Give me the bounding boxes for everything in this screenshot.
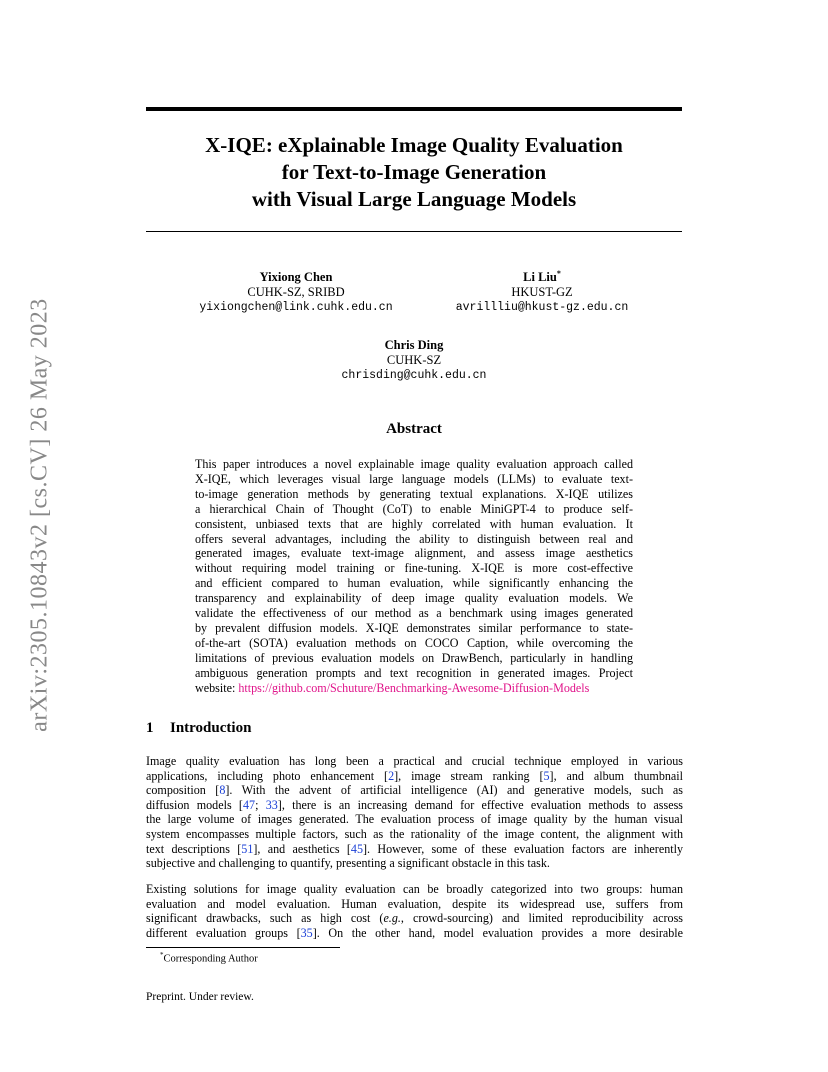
title-line-3: with Visual Large Language Models [251, 187, 577, 211]
paragraph-line [146, 856, 683, 871]
abstract-line: offers several advantages, including the ability to distinguish between real and [195, 531, 633, 546]
title-line-1: X-IQE: eXplainable Image Quality Evaluation [205, 133, 623, 157]
abstract-line: X-IQE, which leverages visual large language models (LLMs) to evaluate text- [195, 471, 633, 486]
italic-text: e.g. [383, 911, 401, 926]
paper-title [146, 132, 682, 213]
citation-link[interactable]: 51 [241, 841, 254, 856]
citation-link[interactable]: 8 [219, 783, 226, 798]
paragraph-line [146, 897, 683, 912]
text-run: diffusion models [ [146, 797, 243, 812]
citation-link[interactable]: 35 [300, 925, 313, 940]
paragraph-line [146, 783, 683, 798]
title-bottom-rule [146, 231, 682, 232]
paragraph-line [146, 911, 683, 926]
citation-link[interactable]: 5 [543, 768, 550, 783]
corresponding-author-mark: * [556, 268, 561, 278]
text-run: Image quality evaluation has long been a practical and crucial technique employed in various [146, 754, 683, 768]
website-label: website: [195, 680, 236, 695]
paragraph-line [146, 754, 683, 769]
abstract-line: a hierarchical Chain of Thought (CoT) to enable MiniGPT-4 to produce self- [195, 501, 633, 516]
section-number: 1 [146, 720, 154, 736]
abstract-line: ambiguous generation prompts and text recognition in generated images. Project [195, 665, 633, 680]
text-run: system encompasses multiple factors, such as the rationality of the image content, the alignment with [146, 826, 683, 841]
author-email[interactable]: avrillliu@hkust-gz.edu.cn [455, 301, 629, 314]
citation-link[interactable]: 47 [242, 797, 256, 812]
paragraph-line [146, 926, 683, 941]
text-run: ], there is an increasing demand for effective evaluation methods to assess [277, 797, 683, 812]
citation-link[interactable]: 2 [388, 768, 395, 783]
paragraph-line [146, 812, 683, 827]
text-run: ], and aesthetics [ [253, 841, 351, 856]
title-line-2: for Text-to-Image Generation [281, 160, 547, 184]
text-run: ], and album thumbnail [549, 768, 683, 783]
text-run: significant drawbacks, such as high cost ( [146, 911, 384, 926]
abstract-body [195, 457, 633, 696]
footnote-text: Corresponding Author [163, 953, 258, 965]
author-block-1 [196, 270, 396, 315]
abstract-line: This paper introduces a novel explainable image quality evaluation approach called [195, 457, 633, 471]
abstract-line: without requiring model training or fine-tuning. X-IQE is more cost-effective [195, 561, 633, 576]
text-run: composition [ [146, 783, 220, 798]
abstract-line: validate the effectiveness of our method as a benchmark using images generated [195, 606, 633, 621]
author-name-line [442, 270, 642, 285]
abstract-line: of-the-art (SOTA) evaluation methods on COCO Caption, while overcoming the [195, 635, 633, 650]
footnote [160, 951, 258, 965]
author-affiliation: HKUST-GZ [511, 285, 573, 299]
author-name: Chris Ding [384, 338, 444, 352]
abstract-line: transparency and explainability of deep image quality evaluation models. We [195, 591, 633, 606]
arxiv-id-text: arXiv:2305.10843v2 [cs.CV] 26 May 2023 [26, 298, 53, 732]
author-affiliation: CUHK-SZ [386, 353, 442, 367]
author-name: Li Liu [523, 270, 557, 284]
paragraph-line [146, 769, 683, 784]
abstract-line: by prevalent diffusion models. X-IQE demonstrates similar performance to state- [195, 620, 633, 635]
paragraph-line [146, 882, 683, 897]
text-run: different evaluation groups [ [146, 925, 301, 940]
text-run: subjective and challenging to quantify, presenting a significant obstacle in this task. [146, 856, 550, 871]
preprint-notice: Preprint. Under review. [146, 991, 254, 1003]
paragraph-line [146, 842, 683, 857]
title-top-rule [146, 107, 682, 111]
author-email[interactable]: yixiongchen@link.cuhk.edu.cn [199, 301, 393, 314]
abstract-line: limitations of previous evaluation models on DrawBench, particularly in handling [195, 650, 633, 665]
citation-link[interactable]: 45 [350, 841, 363, 856]
section-title: Introduction [170, 720, 252, 736]
abstract-line: generated images, evaluate text-image alignment, and assess image aesthetics [195, 546, 633, 561]
text-run: text descriptions [ [146, 841, 242, 856]
introduction-paragraph-2 [146, 882, 683, 940]
text-run: ], image stream ranking [ [394, 768, 544, 783]
author-block-2 [442, 270, 642, 315]
abstract-heading: Abstract [386, 421, 442, 437]
text-run: applications, including photo enhancement [ [146, 768, 389, 783]
author-email[interactable]: chrisding@cuhk.edu.cn [341, 369, 487, 382]
author-affiliation: CUHK-SZ, SRIBD [247, 285, 345, 299]
abstract-website-line [195, 681, 633, 696]
text-run: , crowd-sourcing) and limited reproducibility across [400, 911, 683, 926]
text-run: ]. On the other hand, model evaluation provides a more desirable [312, 925, 683, 940]
author-block-3 [314, 338, 514, 383]
paragraph-line [146, 798, 683, 813]
text-run: ]. With the advent of artificial intelligence (AI) and generative models, such as [225, 783, 683, 798]
introduction-paragraph-1 [146, 754, 683, 871]
text-run: ; [255, 797, 266, 812]
abstract-lines [195, 457, 633, 681]
paragraph-line [146, 827, 683, 842]
project-website-link[interactable]: https://github.com/Schuture/Benchmarking-Awesome-Diffusion-Models [238, 680, 590, 695]
text-run: Existing solutions for image quality evaluation can be broadly categorized into two groups: human [146, 882, 683, 896]
text-run: the large volume of images generated. The evaluation process of image quality by the human visual [146, 812, 683, 827]
abstract-line: and efficient compared to human evaluation, while significantly enhancing the [195, 576, 633, 591]
text-run: ]. However, some of these evaluation factors are inherently [362, 841, 684, 856]
section-heading-introduction [146, 720, 251, 737]
abstract-line: to-image generation methods by generating textual explanations. X-IQE utilizes [195, 486, 633, 501]
author-name: Yixiong Chen [259, 270, 333, 284]
text-run: evaluation and model evaluation. Human evaluation, despite its widespread use, suffers from [146, 896, 683, 911]
citation-link[interactable]: 33 [265, 797, 278, 812]
footnote-rule [146, 947, 340, 948]
abstract-line: consistent, unbiased texts that are highly correlated with human evaluation. It [195, 516, 633, 531]
footnote-mark: * [160, 951, 164, 959]
